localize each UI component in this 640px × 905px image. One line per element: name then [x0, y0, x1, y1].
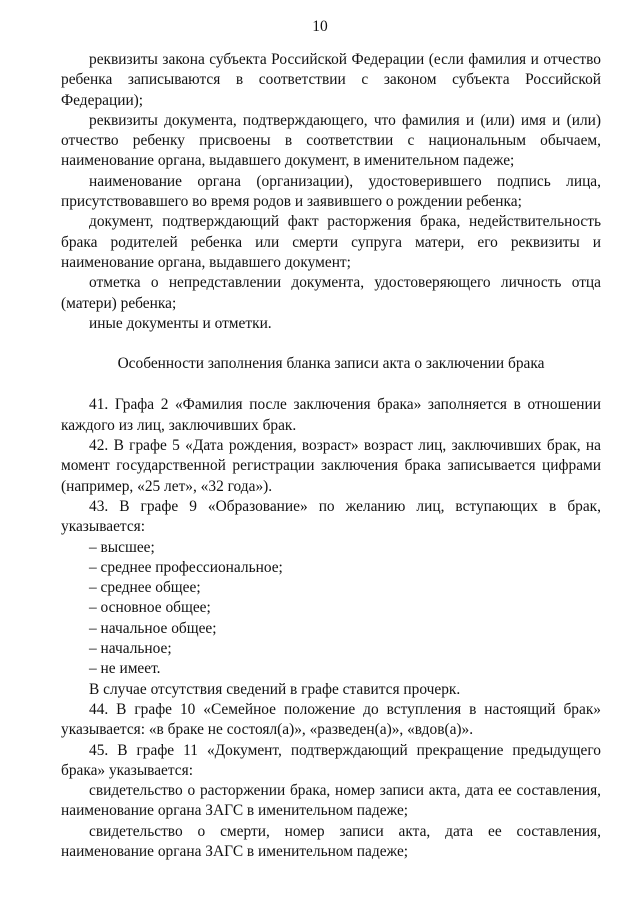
requisites-list — [61, 50, 601, 334]
document-body — [61, 50, 601, 862]
paragraph: – основное общее; — [89, 599, 211, 617]
paragraph: отметка о непредставлении документа, удостоверяющего личность отца (матери) ребенка; — [61, 274, 601, 312]
paragraph: наименование органа (организации), удостоверившего подпись лица, присутствовавшего во время родов и заявившего о рождении ребенка; — [61, 172, 601, 211]
paragraph: реквизиты закона субъекта Российской Федерации (если фамилия и отчество ребенка записываются в соответствии с законом субъекта Российской Федерации); — [61, 51, 601, 109]
paragraph: 42. В графе 5 «Дата рождения, возраст» возраст лиц, заключивших брак, на момент государственной регистрации заключения брака записывается цифрами (например, «25 лет», «32 года»). — [61, 437, 601, 495]
paragraph: В случае отсутствия сведений в графе ставится прочерк. — [89, 680, 461, 698]
paragraph: – не имеет. — [89, 660, 161, 678]
paragraph: 45. В графе 11 «Документ, подтверждающий прекращение предыдущего брака» указывается: — [61, 741, 601, 779]
paragraph: иные документы и отметки. — [89, 314, 272, 332]
paragraph: – начальное общее; — [89, 619, 217, 637]
section-paragraphs — [61, 395, 601, 862]
paragraph: реквизиты документа, подтверждающего, что фамилия и (или) имя и (или) отчество ребенку присвоены в соответствии с национальным обычаем, наименование органа, выдавшего документ, в именительном падеже; — [61, 111, 601, 170]
paragraph: – среднее профессиональное; — [89, 558, 283, 576]
page-number: 10 — [312, 18, 328, 35]
paragraph: документ, подтверждающий факт расторжения брака, недействительность брака родителей ребенка или смерти супруга матери, его реквизиты и наименование органа, выдавшего документ; — [61, 213, 601, 271]
paragraph: свидетельство о смерти, номер записи акта, дата ее составления, наименование органа ЗАГС в именительном падеже; — [61, 822, 601, 860]
paragraph: 41. Графа 2 «Фамилия после заключения брака» заполняется в отношении каждого из лиц, заключивших брак. — [61, 396, 601, 434]
paragraph: 43. В графе 9 «Образование» по желанию лиц, вступающих в брак, указывается: — [61, 497, 601, 536]
paragraph: свидетельство о расторжении брака, номер записи акта, дата ее составления, наименование органа ЗАГС в именительном падеже; — [61, 782, 601, 820]
paragraph: 44. В графе 10 «Семейное положение до вступления в настоящий брак» указывается: «в браке не состоял(а)», «разведен(а)», «вдов(а)». — [61, 700, 601, 739]
section-heading: Особенности заполнения бланка записи акта о заключении брака — [117, 355, 545, 373]
paragraph: – среднее общее; — [89, 579, 201, 597]
paragraph: – высшее; — [89, 538, 155, 556]
paragraph: – начальное; — [89, 640, 172, 658]
